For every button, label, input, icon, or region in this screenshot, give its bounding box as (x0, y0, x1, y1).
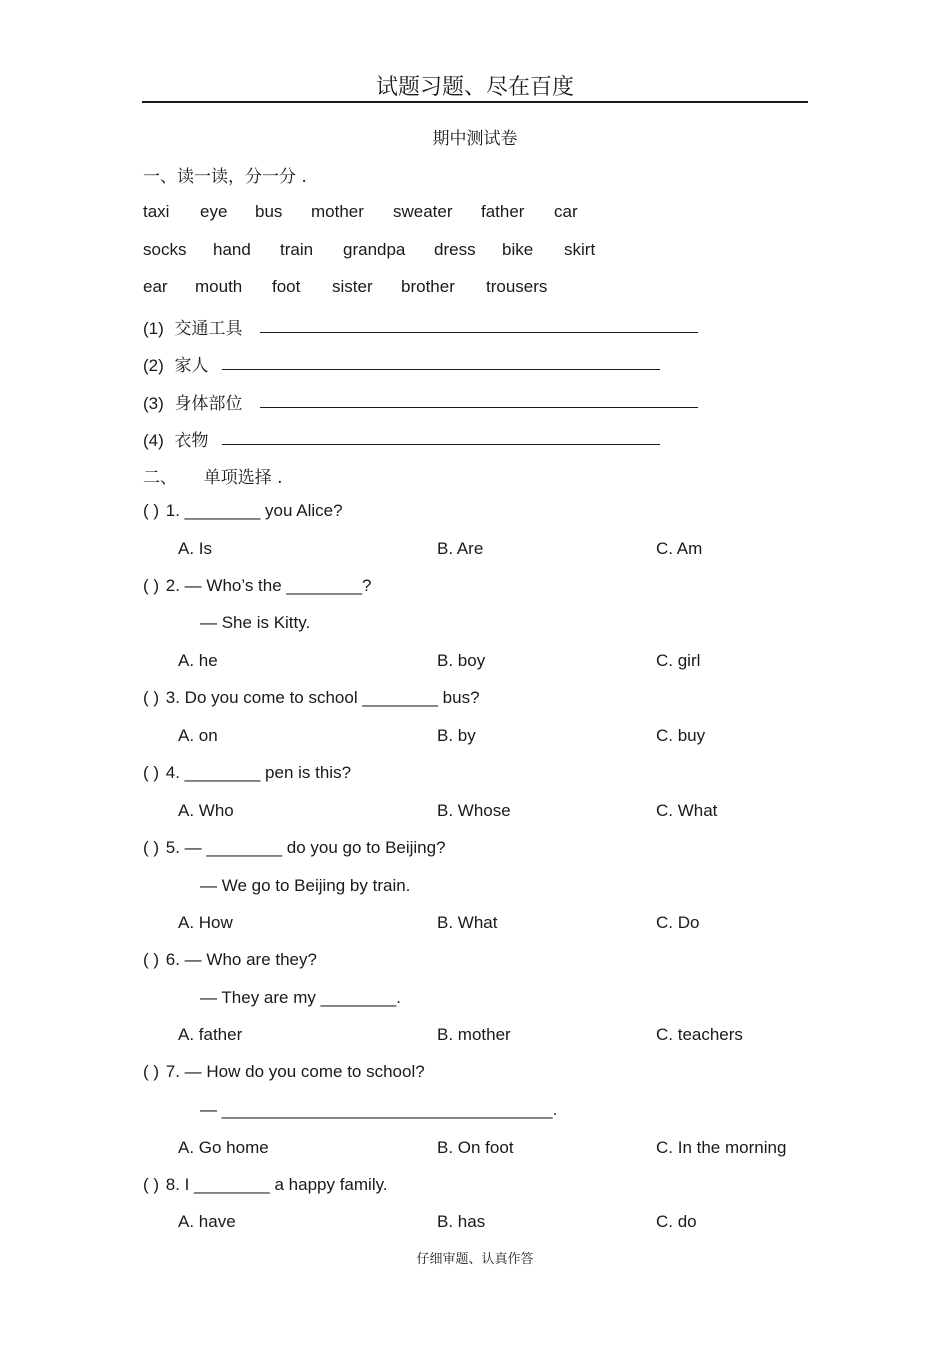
category-row (143, 389, 243, 414)
answer-paren[interactable]: ( ) (143, 576, 160, 595)
word: foot (272, 277, 301, 296)
answer-paren[interactable]: ( ) (143, 688, 160, 707)
option-a: A. How (178, 913, 233, 932)
word: grandpa (343, 240, 406, 259)
header-rule (142, 101, 808, 103)
word: ear (143, 277, 168, 296)
question-subline: — They are my ________. (200, 988, 401, 1007)
option-b: B. boy (437, 651, 486, 670)
category-number: (2) (143, 356, 164, 375)
question-text: 2. — Who’s the ________? (165, 576, 372, 595)
category-label: 衣物 (174, 431, 209, 451)
word: taxi (143, 202, 170, 221)
option-a: A. he (178, 651, 218, 670)
category-label: 身体部位 (174, 394, 243, 414)
category-row (143, 314, 243, 339)
word: skirt (564, 240, 596, 259)
category-row (143, 351, 209, 376)
option-c: C. In the morning (656, 1138, 787, 1157)
word: trousers (486, 277, 548, 296)
answer-paren[interactable]: ( ) (143, 838, 160, 857)
word: father (481, 202, 525, 221)
option-a: A. Go home (178, 1138, 269, 1157)
option-c: C. teachers (656, 1025, 743, 1044)
question-1 (143, 501, 343, 521)
option-c: C. Am (656, 539, 703, 558)
section2-heading (143, 463, 283, 488)
word: bike (502, 240, 534, 259)
answer-blank[interactable] (260, 316, 698, 333)
answer-paren[interactable]: ( ) (143, 501, 160, 520)
option-b: B. Are (437, 539, 484, 558)
option-b: B. by (437, 726, 476, 745)
word: sister (332, 277, 373, 296)
word: brother (401, 277, 455, 296)
option-a: A. Who (178, 801, 234, 820)
option-a: A. on (178, 726, 218, 745)
answer-blank[interactable] (222, 353, 660, 370)
question-2 (143, 576, 372, 596)
option-b: B. On foot (437, 1138, 514, 1157)
word: mouth (195, 277, 243, 296)
option-a: A. have (178, 1212, 236, 1231)
option-a: A. father (178, 1025, 243, 1044)
question-text: 4. ________ pen is this? (165, 763, 352, 782)
option-b: B. has (437, 1212, 486, 1231)
option-c: C. do (656, 1212, 697, 1231)
question-text: 3. Do you come to school ________ bus? (165, 688, 480, 707)
category-row (143, 426, 209, 451)
option-c: C. Do (656, 913, 700, 932)
question-subline: — ___________________________________. (200, 1100, 558, 1119)
question-7 (143, 1062, 425, 1082)
option-b: B. mother (437, 1025, 511, 1044)
category-label: 交通工具 (174, 319, 243, 339)
question-text: 1. ________ you Alice? (165, 501, 343, 520)
answer-paren[interactable]: ( ) (143, 1175, 160, 1194)
footer-text: 仔细审题、认真作答 (416, 1252, 534, 1267)
word: eye (200, 202, 228, 221)
category-label: 家人 (174, 356, 209, 376)
header-title: 试题习题、尽在百度 (375, 75, 574, 100)
answer-blank[interactable] (222, 428, 660, 445)
word: hand (213, 240, 251, 259)
question-5 (143, 838, 446, 858)
question-text: 7. — How do you come to school? (165, 1062, 425, 1081)
option-c: C. girl (656, 651, 701, 670)
question-subline: — She is Kitty. (200, 613, 311, 632)
option-b: B. What (437, 913, 498, 932)
question-8 (143, 1175, 388, 1195)
question-3 (143, 688, 480, 708)
word: sweater (393, 202, 453, 221)
option-a: A. Is (178, 539, 213, 558)
question-text: 6. — Who are they? (165, 950, 317, 969)
answer-paren[interactable]: ( ) (143, 1062, 160, 1081)
word: dress (434, 240, 476, 259)
exam-title: 期中测试卷 (432, 129, 518, 149)
word: car (554, 202, 578, 221)
answer-paren[interactable]: ( ) (143, 950, 160, 969)
option-c: C. What (656, 801, 718, 820)
section2-number: 二、 (143, 468, 177, 488)
category-number: (3) (143, 394, 164, 413)
category-number: (1) (143, 319, 164, 338)
question-text: 5. — ________ do you go to Beijing? (165, 838, 446, 857)
question-6 (143, 950, 317, 970)
question-4 (143, 763, 351, 783)
question-text: 8. I ________ a happy family. (165, 1175, 388, 1194)
answer-blank[interactable] (260, 391, 698, 408)
word: bus (255, 202, 283, 221)
answer-paren[interactable]: ( ) (143, 763, 160, 782)
section2-title: 单项选择 . (203, 468, 283, 488)
option-c: C. buy (656, 726, 706, 745)
word: mother (311, 202, 364, 221)
question-subline: — We go to Beijing by train. (200, 876, 411, 895)
word: train (280, 240, 314, 259)
section1-heading: 一、读一读，分一分 . (143, 167, 307, 187)
option-b: B. Whose (437, 801, 511, 820)
word: socks (143, 240, 187, 259)
category-number: (4) (143, 431, 164, 450)
